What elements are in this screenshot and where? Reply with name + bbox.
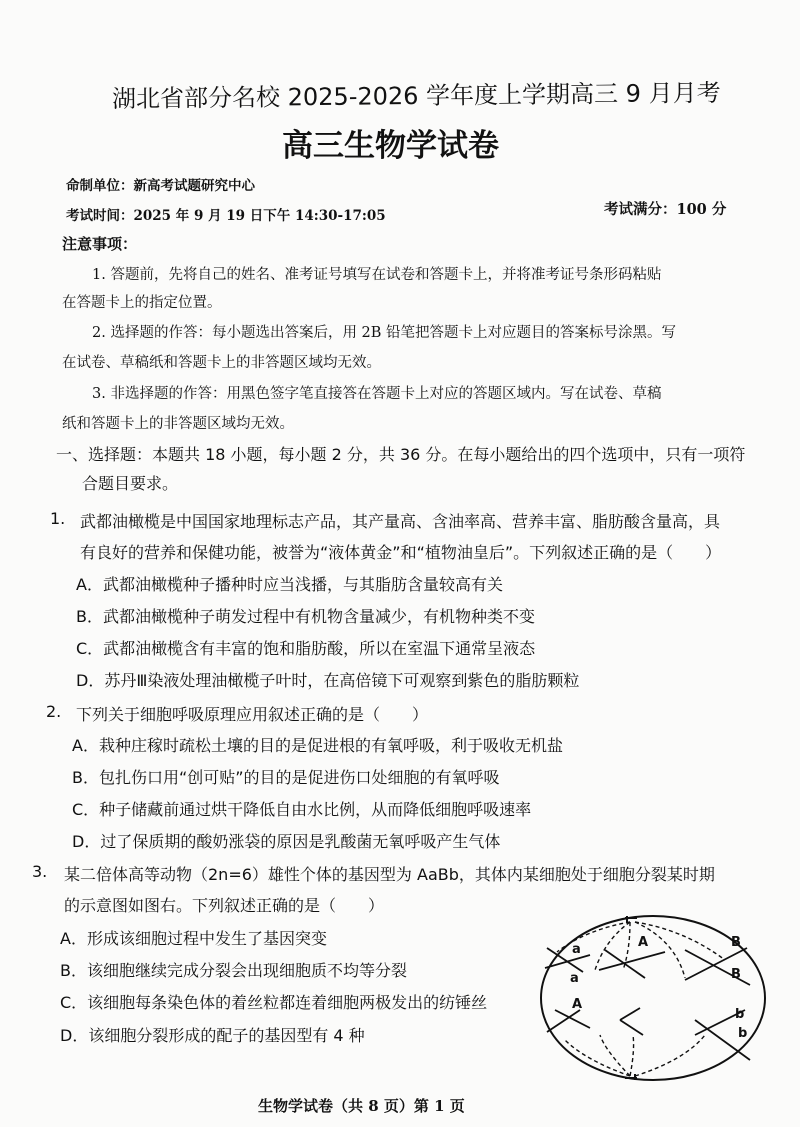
option-b: B．包扎伤口用“创可贴”的目的是促进伤口处细胞的有氧呼吸 (72, 768, 500, 787)
gene-label: A (638, 935, 649, 950)
option-a: A．形成该细胞过程中发生了基因突变 (60, 929, 327, 948)
question-number: 1. (50, 509, 66, 528)
note-line: 1. 答题前，先将自己的姓名、准考证号填写在试卷和答题卡上，并将准考证号条形码粘贴 (92, 267, 662, 283)
section-heading-cont: 合题目要求。 (82, 474, 179, 493)
question-stem: 下列关于细胞呼吸原理应用叙述正确的是（ ） (76, 705, 429, 724)
note-line: 在答题卡上的指定位置。 (62, 295, 222, 311)
paper-subtitle: 高三生物学试卷 (282, 128, 499, 164)
gene-label: b (735, 1007, 745, 1022)
option-d: D．过了保质期的酸奶涨袋的原因是乳酸菌无氧呼吸产生气体 (72, 832, 501, 851)
question-stem: 武都油橄榄是中国国家地理标志产品，其产量高、含油率高、营养丰富、脂肪酸含量高，具 (80, 512, 721, 531)
option-a: A．武都油橄榄种子播种时应当浅播，与其脂肪含量较高有关 (76, 575, 503, 594)
option-b: B．该细胞继续完成分裂会出现细胞质不均等分裂 (60, 961, 407, 980)
exam-title: 湖北省部分名校 2025-2026 学年度上学期高三 9 月月考 (111, 78, 721, 114)
option-b: B．武都油橄榄种子萌发过程中有机物含量减少，有机物种类不变 (76, 607, 535, 626)
gene-label: a (572, 942, 581, 957)
option-d: D．该细胞分裂形成的配子的基因型有 4 种 (60, 1026, 365, 1045)
note-line: 在试卷、草稿纸和答题卡上的非答题区域均无效。 (62, 355, 381, 371)
page-footer: 生物学试卷（共 8 页）第 1 页 (258, 1097, 465, 1115)
gene-label: a (570, 971, 579, 986)
gene-label: B (731, 967, 741, 982)
section-heading: 一、选择题：本题共 18 小题，每小题 2 分，共 36 分。在每小题给出的四个选项中，只有一项符 (56, 445, 746, 464)
option-c: C．种子储藏前通过烘干降低自由水比例，从而降低细胞呼吸速率 (72, 800, 532, 819)
question-number: 3. (32, 862, 48, 881)
cell-division-diagram (535, 910, 775, 1085)
gene-label: b (738, 1026, 748, 1041)
exam-time: 考试时间：2025 年 9 月 19 日下午 14:30-17:05 (66, 208, 386, 224)
gene-label: A (572, 997, 583, 1012)
option-c: C．武都油橄榄含有丰富的饱和脂肪酸，所以在室温下通常呈液态 (76, 639, 536, 658)
question-number: 2. (46, 702, 62, 721)
full-score: 考试满分：100 分 (604, 201, 727, 218)
gene-label: B (731, 935, 741, 950)
note-line: 3. 非选择题的作答：用黑色签字笔直接答在答题卡上对应的答题区域内。写在试卷、草稿 (92, 386, 662, 402)
note-line: 2. 选择题的作答：每小题选出答案后，用 2B 铅笔把答题卡上对应题目的答案标号涂黑。写 (92, 325, 677, 341)
option-d: D．苏丹Ⅲ染液处理油橄榄子叶时，在高倍镜下可观察到紫色的脂肪颗粒 (76, 671, 580, 690)
question-stem: 某二倍体高等动物（2n=6）雄性个体的基因型为 AaBb，其体内某细胞处于细胞分裂某时期 (64, 865, 715, 884)
notes-heading: 注意事项： (62, 235, 138, 253)
question-stem: 的示意图如图右。下列叙述正确的是（ ） (64, 896, 385, 915)
option-a: A．栽种庄稼时疏松土壤的目的是促进根的有氧呼吸，利于吸收无机盐 (72, 736, 563, 755)
option-c: C．该细胞每条染色体的着丝粒都连着细胞两极发出的纺锤丝 (60, 993, 488, 1012)
question-stem: 有良好的营养和保健功能，被誉为“液体黄金”和“植物油皇后”。下列叙述正确的是（ ） (80, 543, 722, 562)
producer: 命制单位：新高考试题研究中心 (66, 178, 255, 194)
note-line: 纸和答题卡上的非答题区域均无效。 (62, 416, 294, 432)
